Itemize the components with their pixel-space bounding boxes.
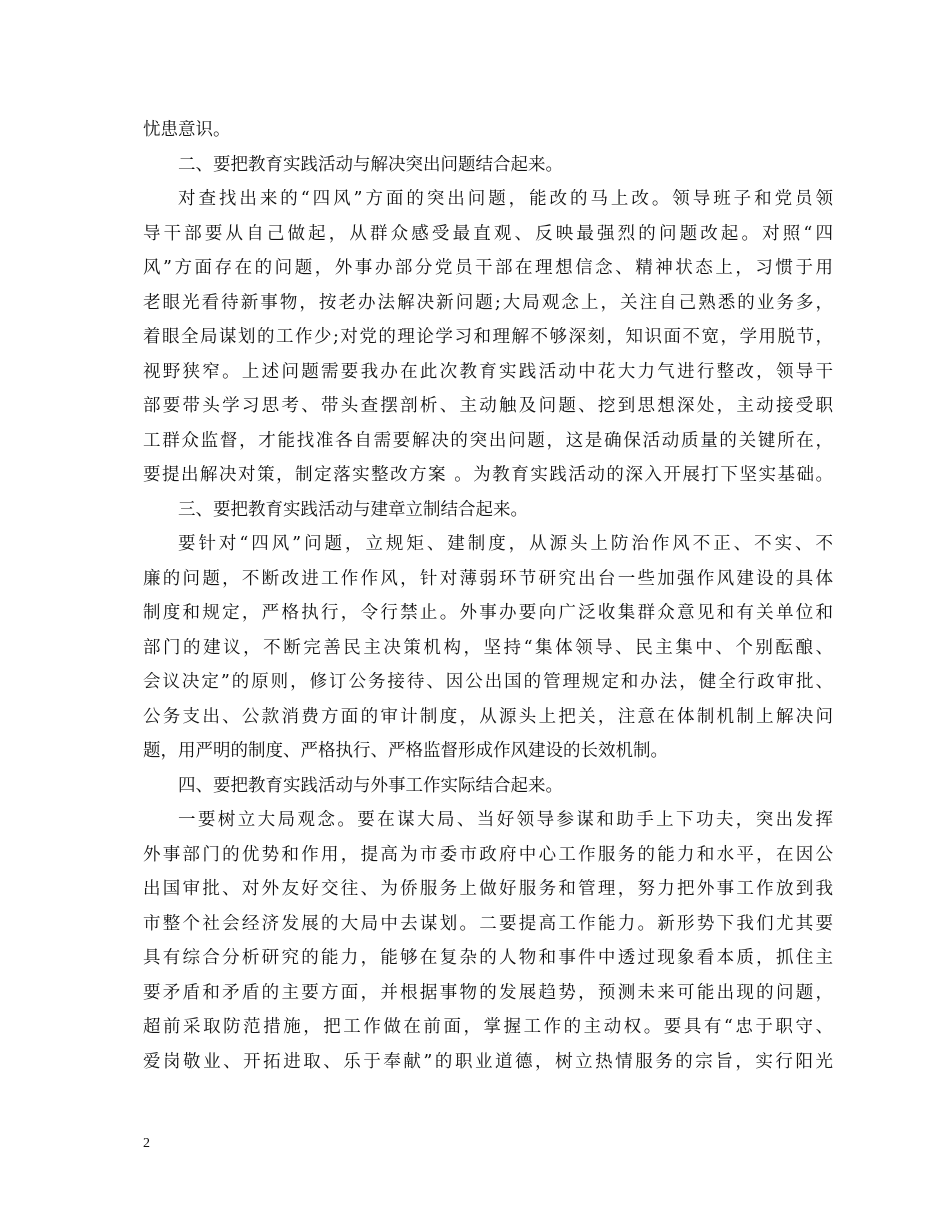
text-line: 部门的建议，不断完善民主决策机构，坚持“集体领导、民主集中、个别酝酿、 — [143, 637, 833, 658]
text-line: 工群众监督，才能找准各自需要解决的突出问题，这是确保活动质量的关键所在， — [143, 430, 833, 451]
text-line: 公务支出、公款消费方面的审计制度，从源头上把关，注意在体制机制上解决问 — [143, 706, 833, 727]
text-line: 制度和规定，严格执行，令行禁止。外事办要向广泛收集群众意见和有关单位和 — [143, 603, 833, 623]
text-line: 题，用严明的制度、严格执行、严格监督形成作风建设的长效机制。 — [143, 741, 668, 761]
body-text — [143, 113, 833, 1079]
text-line: 具有综合分析研究的能力，能够在复杂的人物和事件中透过现象看本质，抓住主 — [143, 948, 833, 968]
text-line: 风”方面存在的问题，外事办部分党员干部在理想信念、精神状态上，习惯于用 — [143, 258, 833, 278]
section-heading: 四、要把教育实践活动与外事工作实际结合起来。 — [178, 775, 563, 796]
text-line: 导干部要从自己做起，从群众感受最直观、反映最强烈的问题改起。对照“四 — [143, 223, 833, 244]
text-line: 要针对“四风”问题，立规矩、建制度，从源头上防治作风不正、不实、不 — [178, 534, 833, 554]
text-line: 忧患意识。 — [143, 120, 231, 140]
text-line: 爱岗敬业、开拓进取、乐于奉献”的职业道德，树立热情服务的宗旨，实行阳光 — [143, 1051, 833, 1072]
text-line: 一要树立大局观念。要在谋大局、当好领导参谋和助手上下功夫，突出发挥 — [178, 810, 833, 830]
text-line: 部要带头学习思考、带头查摆剖析、主动触及问题、挖到思想深处，主动接受职 — [143, 396, 833, 416]
text-line: 老眼光看待新事物，按老办法解决新问题;大局观念上，关注自己熟悉的业务多， — [143, 292, 833, 313]
text-line: 市整个社会经济发展的大局中去谋划。二要提高工作能力。新形势下我们尤其要 — [143, 913, 833, 934]
text-line: 出国审批、对外友好交往、为侨服务上做好服务和管理，努力把外事工作放到我 — [143, 879, 833, 899]
section-heading: 二、要把教育实践活动与解决突出问题结合起来。 — [178, 154, 563, 175]
text-line: 要矛盾和矛盾的主要方面，并根据事物的发展趋势，预测未来可能出现的问题， — [143, 982, 833, 1003]
text-line: 外事部门的优势和作用，提高为市委市政府中心工作服务的能力和水平，在因公 — [143, 844, 833, 865]
text-line: 着眼全局谋划的工作少;对党的理论学习和理解不够深刻，知识面不宽，学用脱节， — [143, 327, 833, 347]
text-line: 廉的问题，不断改进工作作风，针对薄弱环节研究出台一些加强作风建设的具体 — [143, 568, 833, 589]
section-heading: 三、要把教育实践活动与建章立制结合起来。 — [178, 499, 528, 520]
text-line: 要提出解决对策，制定落实整改方案 。为教育实践活动的深入开展打下坚实基础。 — [143, 465, 833, 485]
text-line: 超前采取防范措施，把工作做在前面，掌握工作的主动权。要具有“忠于职守、 — [143, 1017, 833, 1037]
text-line: 对查找出来的“四风”方面的突出问题，能改的马上改。领导班子和党员领 — [178, 189, 833, 209]
page-number: 2 — [143, 1136, 150, 1151]
text-line: 视野狭窄。上述问题需要我办在此次教育实践活动中花大力气进行整改，领导干 — [143, 361, 833, 382]
text-line: 会议决定”的原则，修订公务接待、因公出国的管理规定和办法，健全行政审批、 — [143, 672, 833, 692]
